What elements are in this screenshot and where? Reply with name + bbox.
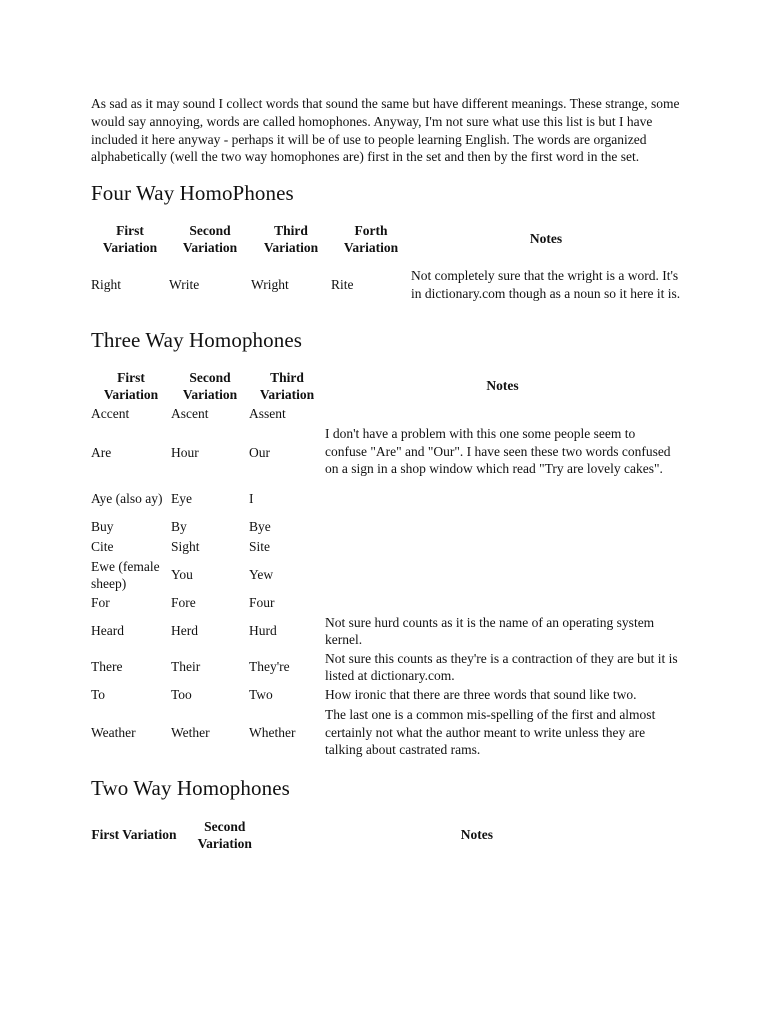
table-row	[91, 537, 680, 557]
word-cell: Site	[249, 539, 271, 555]
table-row	[91, 557, 680, 593]
table-row	[91, 481, 680, 517]
header-second-variation: Second Variation	[182, 369, 238, 403]
notes-cell	[325, 557, 680, 593]
table-row	[91, 649, 680, 685]
word-cell: Accent	[91, 406, 130, 422]
header-notes: Notes	[486, 378, 519, 394]
table-row	[91, 593, 680, 613]
word-cell: Their	[171, 659, 201, 675]
header-first-variation: First Variation	[103, 369, 159, 403]
word-cell: By	[171, 519, 187, 535]
header-fourth-variation: Forth Variation	[343, 222, 399, 256]
table-row	[91, 705, 680, 760]
word-cell: Too	[171, 687, 192, 703]
table-row	[91, 517, 680, 537]
word-cell: For	[91, 595, 110, 611]
word-cell: Our	[249, 444, 270, 460]
notes-cell	[325, 537, 680, 557]
table-row	[91, 613, 680, 649]
word-cell: Wright	[251, 276, 289, 292]
two-way-table	[91, 817, 681, 853]
word-cell: To	[91, 687, 106, 703]
word-cell: Aye (also ay)	[91, 491, 163, 507]
header-first-variation: First Variation	[102, 222, 158, 256]
word-cell: Bye	[249, 519, 271, 535]
word-cell: Cite	[91, 539, 114, 555]
word-cell: Right	[91, 276, 122, 292]
table-row	[91, 685, 680, 705]
word-cell: Rite	[331, 276, 354, 292]
word-cell: They're	[249, 659, 290, 675]
header-second-variation: Second Variation	[197, 818, 252, 852]
header-second-variation: Second Variation	[182, 222, 238, 256]
header-notes: Notes	[529, 231, 563, 247]
word-cell: Four	[249, 595, 275, 611]
notes-cell	[325, 404, 680, 424]
table-row	[91, 257, 681, 312]
word-cell: Sight	[171, 539, 200, 555]
word-cell: Eye	[171, 491, 192, 507]
notes-cell: The last one is a common mis-spelling of the first and almost certainly not what the author meant to write unless they are talking about castrated rams.	[325, 707, 656, 758]
table-header-row	[91, 221, 681, 257]
header-third-variation: Third Variation	[259, 369, 315, 403]
word-cell: You	[171, 567, 193, 583]
word-cell: Whether	[249, 724, 296, 740]
notes-cell: I don't have a problem with this one some people seem to confuse "Are" and "Our". I have seen these two words confused on a sign in a shop window which read "Try are lovely cakes".	[325, 426, 671, 477]
word-cell: There	[91, 659, 123, 675]
table-header-row	[91, 368, 680, 404]
word-cell: Buy	[91, 519, 114, 535]
four-way-table	[91, 221, 681, 312]
notes-cell	[325, 481, 680, 517]
word-cell: Herd	[171, 623, 198, 639]
word-cell: Yew	[249, 567, 274, 583]
header-third-variation: Third Variation	[263, 222, 319, 256]
word-cell: Heard	[91, 623, 124, 639]
table-row	[91, 424, 680, 481]
word-cell: Hour	[171, 444, 199, 460]
notes-cell	[325, 593, 680, 613]
word-cell: I	[249, 491, 254, 507]
word-cell: Fore	[171, 595, 196, 611]
notes-cell: Not sure hurd counts as it is the name of an operating system kernel.	[325, 614, 655, 648]
word-cell: Hurd	[249, 623, 277, 639]
header-first-variation: First Variation	[91, 827, 177, 843]
word-cell: Are	[91, 444, 112, 460]
intro-paragraph: As sad as it may sound I collect words that sound the same but have different meanings. These strange, some would say annoying, words are called homophones. Anyway, I'm not sure what use this list is but I have included it here anyway - perhaps it will be of use to people learning English. The words are organized alphabetically (well the two way homophones are) first in the set and then by the first word in the set.	[91, 96, 680, 165]
notes-cell: How ironic that there are three words that sound like two.	[325, 687, 637, 703]
four-way-heading: Four Way HomoPhones	[91, 181, 294, 206]
three-way-table	[91, 368, 680, 760]
notes-cell	[325, 517, 680, 537]
word-cell: Write	[169, 276, 200, 292]
table-row	[91, 404, 680, 424]
word-cell: Ascent	[171, 406, 209, 422]
notes-cell: Not sure this counts as they're is a contraction of they are but it is listed at dictionary.com.	[325, 650, 678, 684]
word-cell: Wether	[171, 724, 210, 740]
header-notes: Notes	[460, 827, 493, 843]
three-way-heading: Three Way Homophones	[91, 328, 303, 353]
word-cell: Assent	[249, 406, 286, 422]
word-cell: Two	[249, 687, 273, 703]
document-page	[91, 95, 681, 853]
word-cell: Ewe (female sheep)	[91, 558, 160, 592]
two-way-heading: Two Way Homophones	[91, 776, 290, 801]
table-header-row	[91, 817, 681, 853]
notes-cell: Not completely sure that the wright is a word. It's in dictionary.com though as a noun so it here it is.	[411, 268, 681, 301]
word-cell: Weather	[91, 724, 136, 740]
